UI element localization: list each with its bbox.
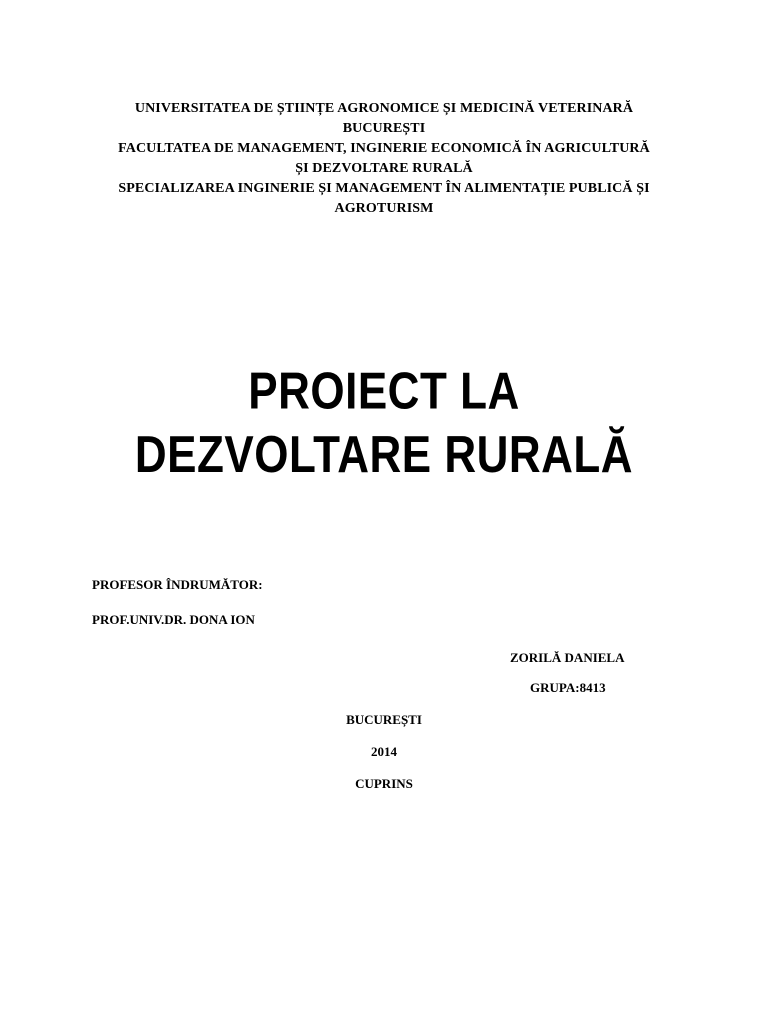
supervisor-name: PROF.UNIV.DR. DONA ION xyxy=(92,612,255,627)
contents-heading: CUPRINS xyxy=(355,776,413,791)
header-line-faculty: FACULTATEA DE MANAGEMENT, INGINERIE ECONOMICĂ ÎN AGRICULTURĂ xyxy=(118,141,650,156)
title-line-2: DEZVOLTARE RURALĂ xyxy=(134,426,634,484)
header-line-specialization-cont: AGROTURISM xyxy=(334,201,434,216)
footer-year: 2014 xyxy=(371,744,397,759)
student-name: ZORILĂ DANIELA xyxy=(510,650,625,665)
header-line-specialization: SPECIALIZAREA INGINERIE ȘI MANAGEMENT ÎN ALIMENTAȚIE PUBLICĂ ȘI xyxy=(118,181,650,196)
document-title xyxy=(0,360,768,487)
footer-city: BUCUREȘTI xyxy=(346,712,422,727)
supervisor-label: PROFESOR ÎNDRUMĂTOR: xyxy=(92,577,263,592)
institution-header xyxy=(60,99,708,219)
title-line-1: PROIECT LA xyxy=(248,362,520,421)
header-line-city: BUCUREȘTI xyxy=(342,121,426,136)
header-line-university: UNIVERSITATEA DE ȘTIINȚE AGRONOMICE ȘI MEDICINĂ VETERINARĂ xyxy=(134,101,634,116)
header-line-faculty-cont: ȘI DEZVOLTARE RURALĂ xyxy=(295,161,473,176)
student-group: GRUPA:8413 xyxy=(530,680,606,695)
